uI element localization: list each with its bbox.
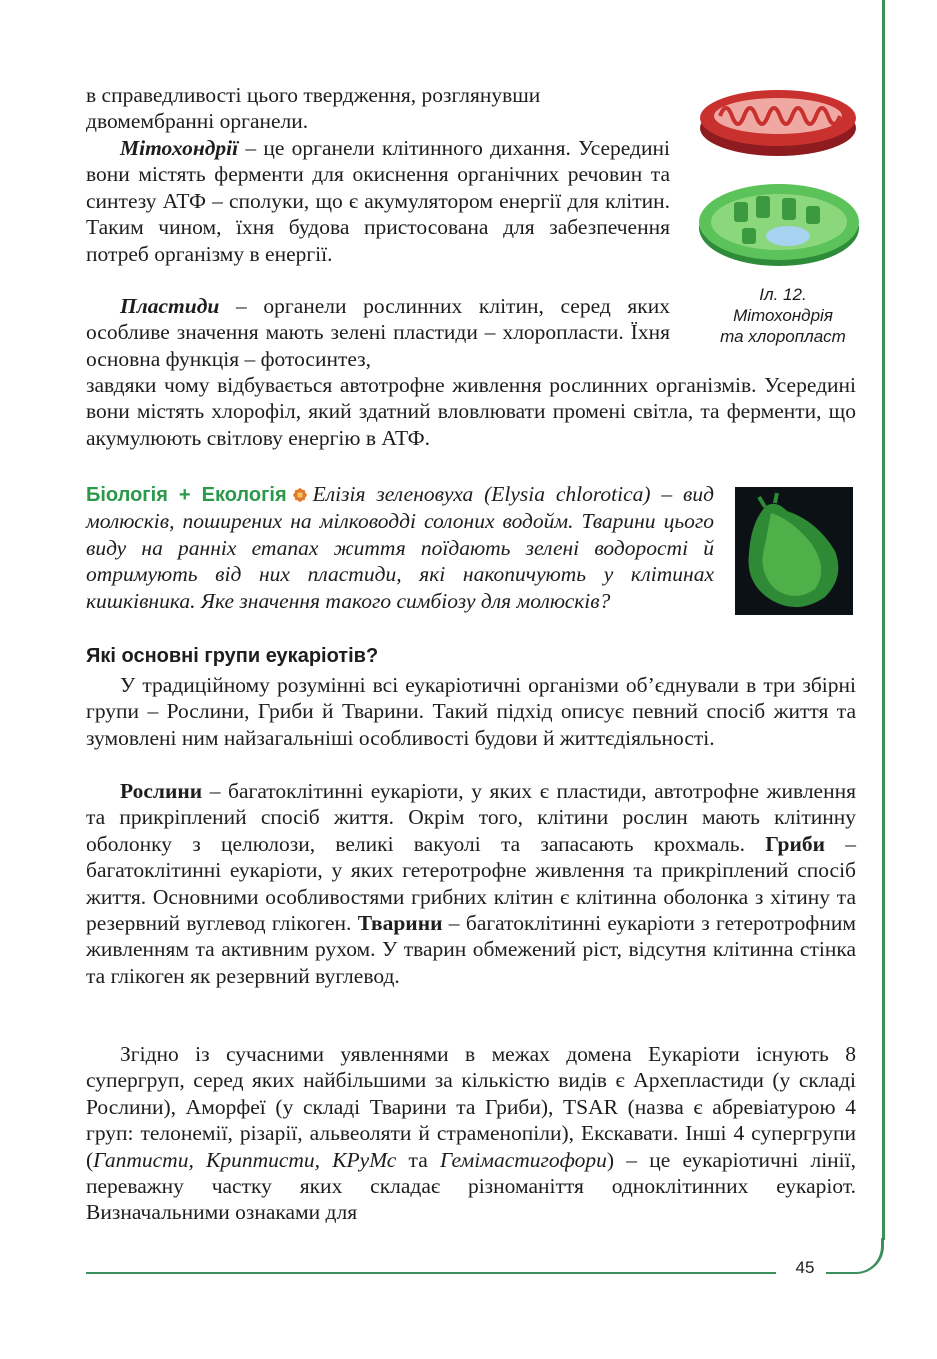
plastids-paragraph-continued — [86, 372, 856, 451]
plastids-term: Пластиди — [120, 294, 220, 318]
eukaryotes-text-1: У традиційному розумінні всі еукаріотичні організми об’єднували в три збірні групи – Рослини, Гриби й Тварини. Такий підхід описує певний спосіб життя та зумовлені ним найзагальніші особливості будови й життєдіяльності. — [86, 673, 856, 750]
fungi-term: Гриби — [765, 831, 826, 856]
plants-text: – багатоклітинні еукаріоти, у яких є пластиди, автотрофне живлення та прикріплений спосіб життя. Окрім того, клітини рослин мають клітинну оболонку з целюлози, великі вакуолі та запасають крохмаль. — [86, 779, 856, 856]
page-frame-corner — [848, 1238, 884, 1274]
mitochondria-term: Мітохондрії — [120, 136, 239, 160]
chloroplast-illustration — [696, 172, 862, 272]
supergroups-italic-2: Гемімастигофори — [439, 1147, 607, 1172]
biology-ecology-label: Біологія + Екологія — [86, 484, 287, 506]
plastids-paragraph — [86, 293, 670, 372]
flower-icon — [293, 488, 307, 502]
page-number: 45 — [795, 1258, 815, 1277]
figure-caption — [700, 284, 866, 347]
intro-line-2: двомембранні органели. — [86, 109, 309, 134]
caption-line-1: Іл. 12. — [759, 285, 807, 304]
fungi-text: – багатоклітинні еукаріоти, у яких гетеротрофне живлення та прикріплений спосіб життя. Основними особливостями грибних клітин є клітинна оболонка з хітину та резервний вуглевод глікоген. — [86, 831, 857, 936]
animals-text: – багатоклітинні еукаріоти з гетеротрофним живленням та активним рухом. У тварин обмежений ріст, відсутня клітинна стінка та глікоген як резервний вуглевод. — [86, 911, 856, 988]
plants-term: Рослини — [120, 779, 203, 803]
eukaryotes-paragraph-3 — [86, 1041, 856, 1226]
mitochondria-paragraph — [86, 135, 670, 267]
supergroups-italic: Гаптисти, Криптисти, КРуМс — [93, 1147, 397, 1172]
supergroups-text-1: Згідно із сучасними уявленнями в межах домена Еукаріоти існують 8 супергруп, серед яких найбільшими за кількістю видів є Архепластиди (у складі Рослини), Аморфеї (у складі Тварини та Гриби), TSAR (назва є абревіатурою 4 груп: телонемії, різарії, альвеоляти й страменопіли), Екскавати. Інші 4 супергрупи ( — [86, 1042, 856, 1172]
section-title: Які основні групи еукаріотів? — [86, 645, 379, 667]
page-frame-right — [882, 0, 885, 1240]
page-frame-bottom — [86, 1272, 776, 1274]
intro-line-1: в справедливості цього твердження, розглянувши — [86, 83, 541, 107]
sea-slug-photo — [735, 487, 853, 615]
animals-term: Тварини — [357, 911, 443, 936]
page-frame-bottom-end — [826, 1272, 856, 1274]
biology-ecology-box — [86, 481, 714, 614]
intro-paragraph — [86, 82, 670, 135]
plastids-text-start: – органели рослинних клітин, серед яких особливе значення мають зелені пластиди – хлоропласти. Їхня основна функція – фотосинтез, — [86, 294, 670, 371]
supergroups-text-2: ) – це еукаріотичні лінії, переважну частку яких складає різноманіття одноклітинних еукаріот. Визначальними ознаками для — [86, 1147, 857, 1225]
eukaryotes-paragraph-1 — [86, 672, 856, 751]
biology-ecology-text: Елізія зеленовуха (Elysia chlorotica) – вид молюсків, поширених на мілководді солоних водойм. Тварини цього виду на ранніх етапах життя поїдають зелені водорості й отримують від них пластиди, які накопичують у клітинах кишківника. Яке значення такого симбіозу для молюсків? — [86, 482, 714, 613]
caption-line-2: Мітохондрія — [733, 306, 833, 325]
mitochondria-text: – це органели клітинного дихання. Усередині вони містять ферменти для окиснення органічних речовин та синтезу АТФ – сполуки, що є акумулятором енергії для клітин. Таким чином, їхня будова пристосована для забезпечення потреб організму в енергії. — [86, 136, 670, 266]
eukaryotes-paragraph-2 — [86, 778, 856, 989]
supergroups-and: та — [396, 1147, 440, 1172]
plastids-text-end: завдяки чому відбувається автотрофне живлення рослинних організмів. Усередині вони містять хлорофіл, який здатний вловлювати промені світла, та ферменти, що акумулюють світлову енергію в АТФ. — [86, 373, 856, 450]
caption-line-3: та хлоропласт — [720, 327, 846, 346]
mitochondrion-illustration — [696, 80, 862, 162]
